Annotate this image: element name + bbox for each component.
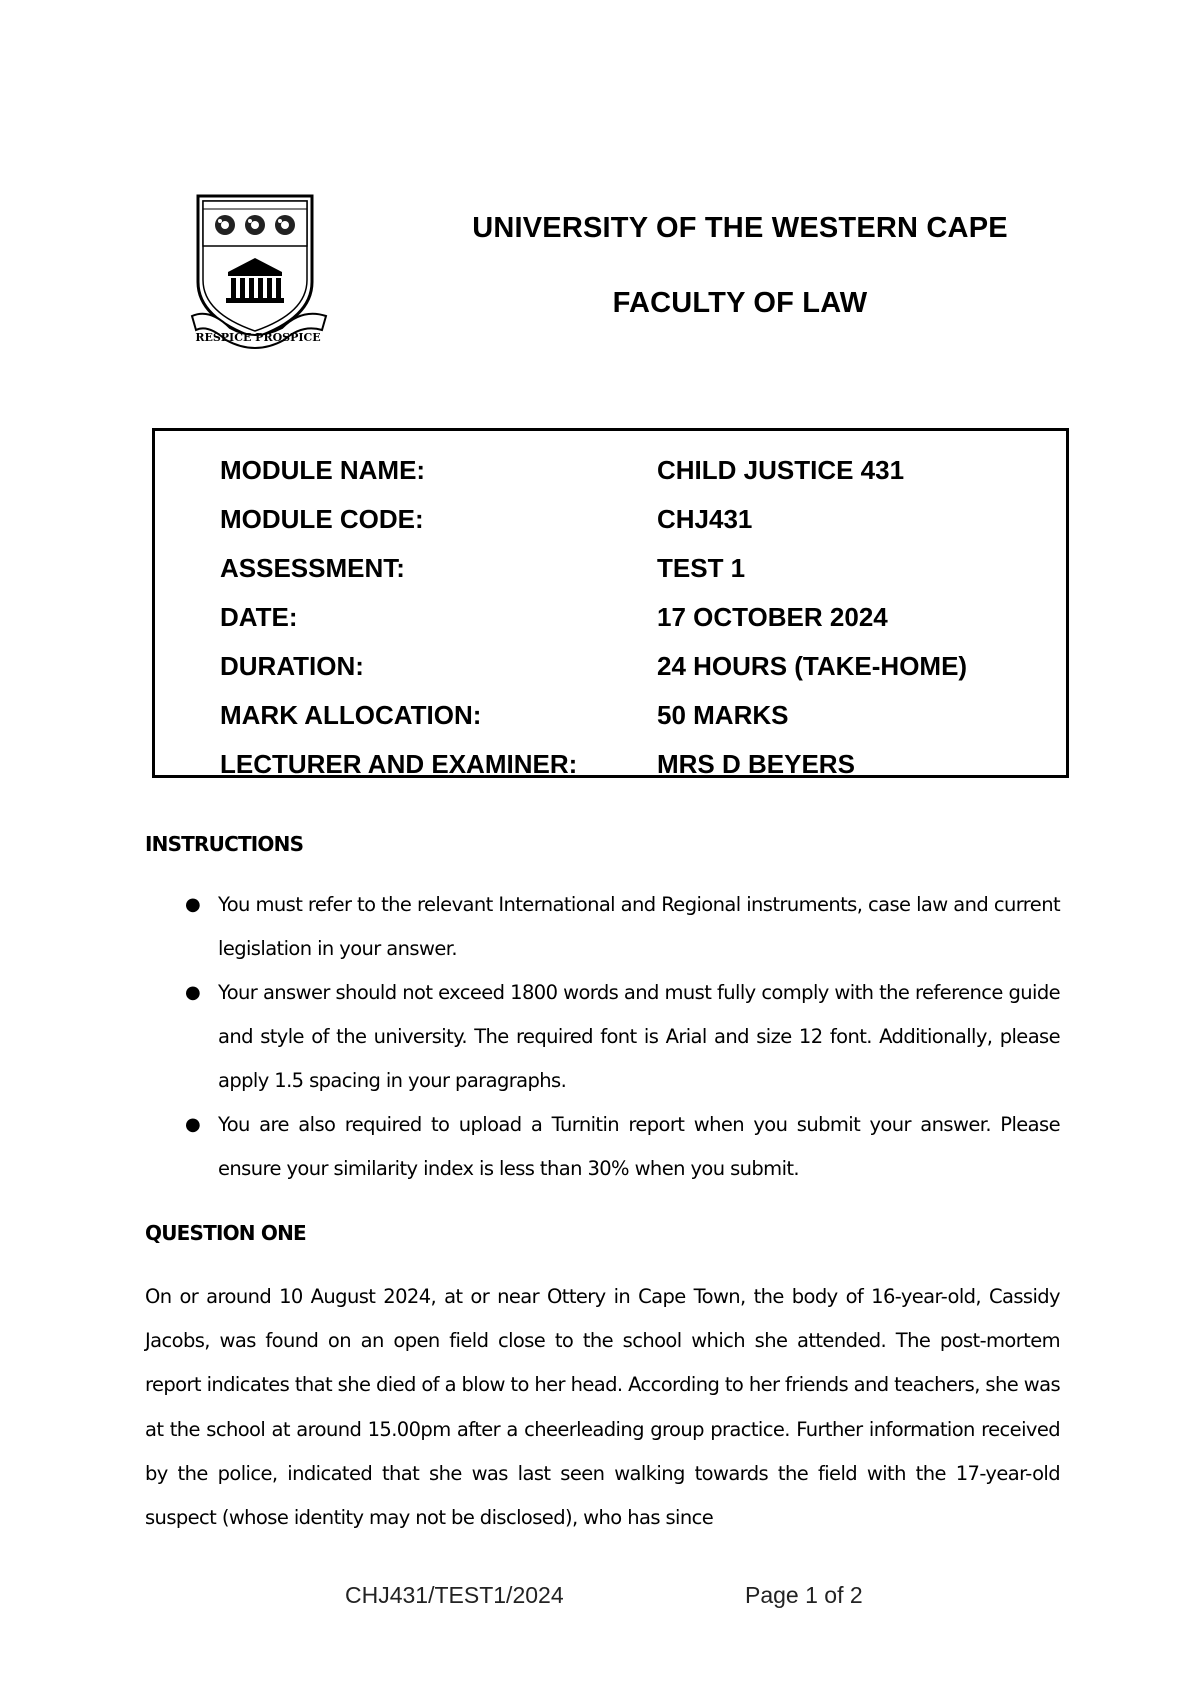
info-label: LECTURER AND EXAMINER: — [220, 749, 578, 779]
info-value: MRS D BEYERS — [657, 749, 855, 779]
info-label: MARK ALLOCATION: — [220, 700, 482, 730]
bullet-icon: ● — [185, 982, 201, 1003]
instruction-text: You must refer to the relevant International and Regional instruments, case law and current legislation in your answer. — [218, 893, 1060, 960]
module-info-box — [152, 428, 1069, 778]
info-value: 24 HOURS (TAKE-HOME) — [657, 651, 968, 681]
instructions-heading: INSTRUCTIONS — [145, 832, 304, 856]
crest-motto: RESPICE PROSPICE — [195, 331, 321, 344]
info-value: TEST 1 — [657, 553, 746, 583]
question-text: On or around 10 August 2024, at or near Ottery in Cape Town, the body of 16-year-old, Cassidy Jacobs, was found on an open field close to the school which she attended. The post-mortem report indicates that she died of a blow to her head. According to her friends and teachers, she was at the school at around 15.00pm after a cheerleading group practice. Further information received by the police, indicated that she was last seen walking towards the field with the 17-year-old suspect (whose identity may not be disclosed), who has since — [145, 1285, 1060, 1530]
info-value: 50 MARKS — [657, 700, 789, 730]
bullet-icon: ● — [185, 1114, 201, 1135]
instruction-text: You are also required to upload a Turnitin report when you submit your answer. Please ensure your similarity index is less than 30% when you submit. — [218, 1113, 1060, 1180]
university-crest-logo — [190, 190, 330, 355]
list-item — [145, 1103, 1060, 1191]
info-label: MODULE NAME: — [220, 455, 426, 485]
info-label: DATE: — [220, 602, 298, 632]
question-heading: QUESTION ONE — [145, 1221, 306, 1245]
info-value: 17 OCTOBER 2024 — [657, 602, 888, 632]
info-label: MODULE CODE: — [220, 504, 424, 534]
list-item — [145, 971, 1060, 1103]
bullet-icon: ● — [185, 894, 201, 915]
instruction-text: Your answer should not exceed 1800 words and must fully comply with the reference guide and style of the university. The required font is Arial and size 12 font. Additionally, please apply 1.5 spacing in your paragraphs. — [218, 981, 1060, 1092]
instructions-list — [145, 883, 1060, 1191]
list-item — [145, 883, 1060, 971]
info-value: CHILD JUSTICE 431 — [657, 455, 905, 485]
info-label: DURATION: — [220, 651, 364, 681]
footer-document-code: CHJ431/TEST1/2024 — [345, 1582, 564, 1608]
info-label: ASSESSMENT: — [220, 553, 405, 583]
info-value: CHJ431 — [657, 504, 753, 534]
faculty-name: FACULTY OF LAW — [612, 287, 868, 319]
footer-page-number: Page 1 of 2 — [745, 1582, 863, 1608]
university-name: UNIVERSITY OF THE WESTERN CAPE — [472, 212, 1008, 244]
